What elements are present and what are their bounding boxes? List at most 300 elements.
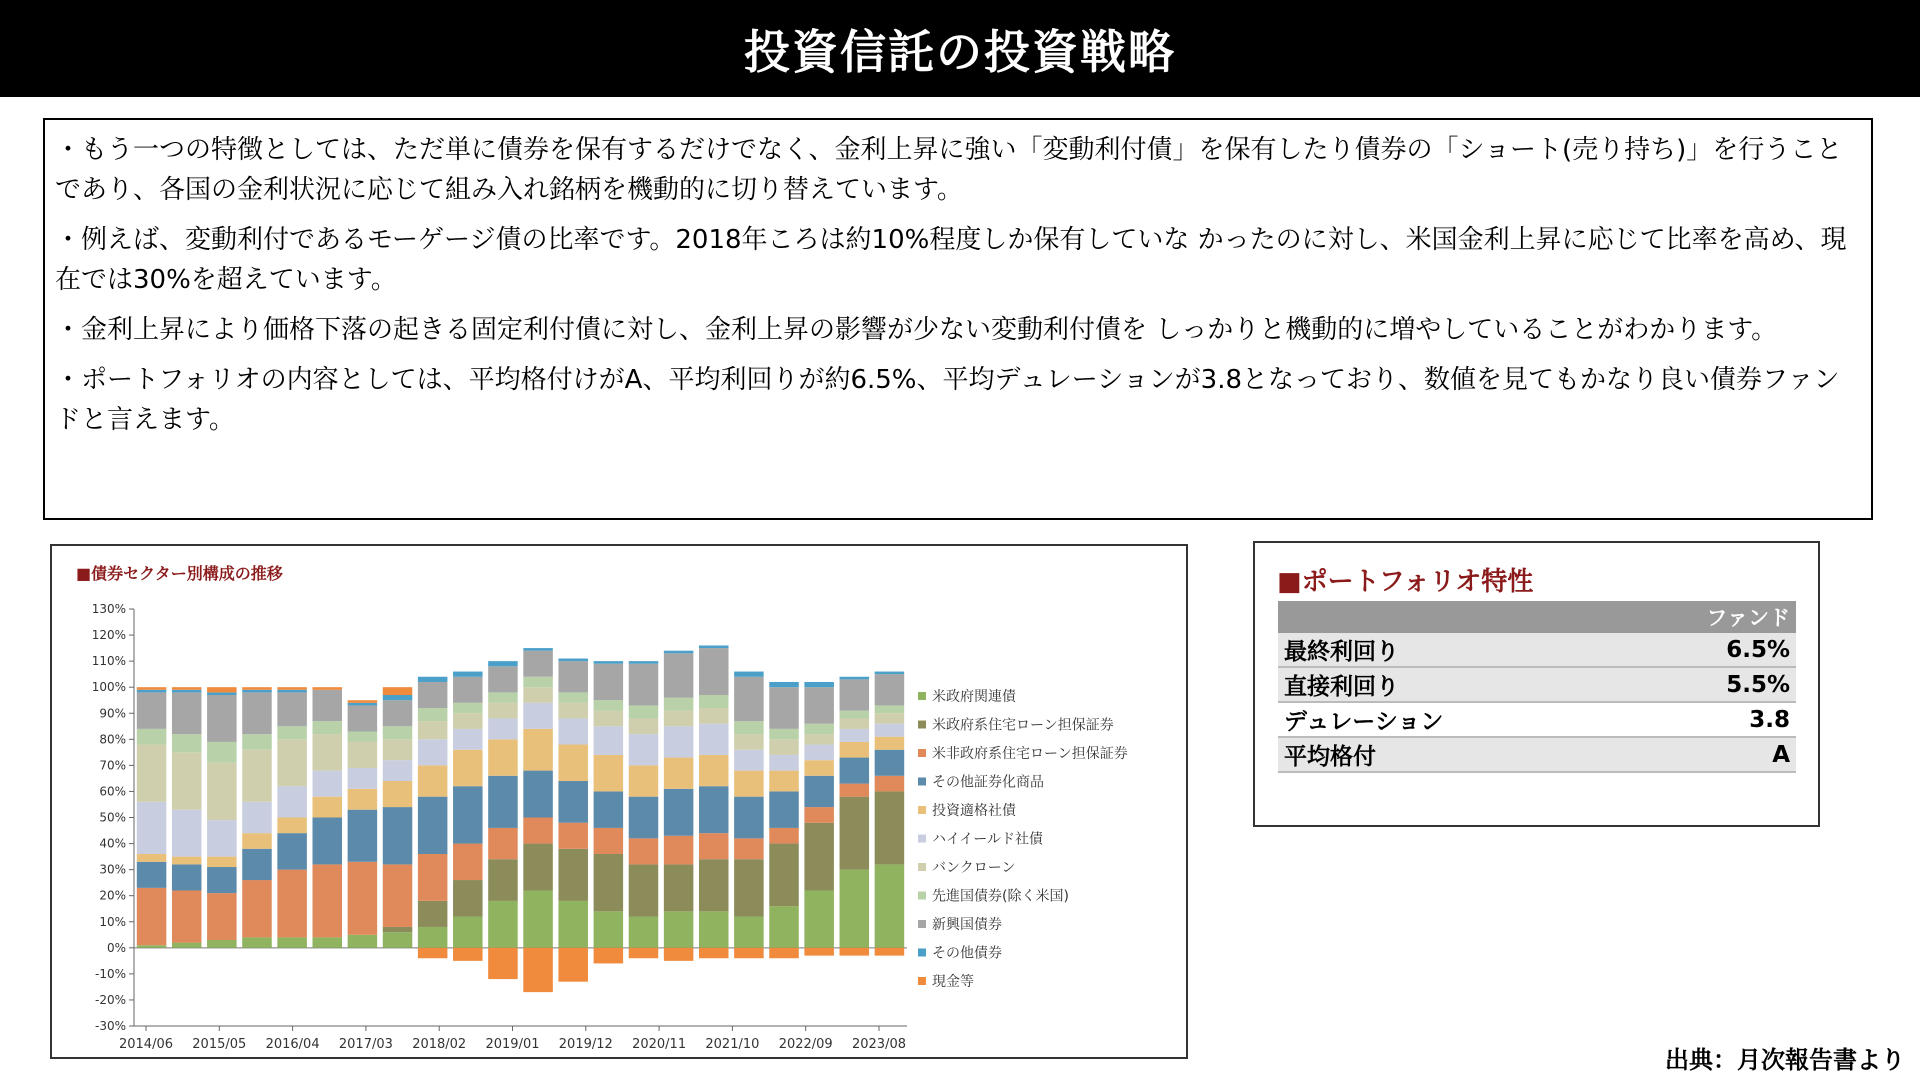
bar-segment bbox=[875, 705, 905, 713]
bar-segment bbox=[734, 677, 764, 721]
bar-segment bbox=[629, 948, 659, 958]
bar-segment bbox=[523, 687, 553, 703]
title-bar bbox=[0, 0, 1920, 97]
bar-segment bbox=[383, 932, 413, 948]
x-tick-label: 2021/10 bbox=[705, 1037, 760, 1052]
legend-swatch bbox=[918, 692, 926, 700]
bar-segment bbox=[804, 807, 834, 823]
sector-chart bbox=[52, 546, 1186, 1057]
bar-segment bbox=[242, 750, 272, 802]
bar-segment bbox=[804, 823, 834, 891]
bar-segment bbox=[523, 844, 553, 891]
bar-segment bbox=[664, 726, 694, 757]
bar-segment bbox=[664, 653, 694, 697]
chart-title: ■債券セクター別構成の推移 bbox=[76, 564, 283, 583]
row-label: デュレーション bbox=[1278, 702, 1637, 737]
bar-segment bbox=[804, 760, 834, 776]
bar-segment bbox=[172, 943, 202, 948]
bar-segment bbox=[348, 731, 378, 741]
bar-segment bbox=[699, 708, 729, 724]
bar-segment bbox=[383, 695, 413, 700]
bar-segment bbox=[383, 760, 413, 781]
sector-chart-panel bbox=[50, 544, 1188, 1059]
bar-segment bbox=[172, 864, 202, 890]
bar-segment bbox=[875, 750, 905, 776]
bar-segment bbox=[207, 763, 237, 820]
bar-segment bbox=[207, 692, 237, 695]
bar-segment bbox=[137, 888, 167, 945]
legend-label: 投資適格社債 bbox=[932, 803, 1016, 819]
table-row bbox=[1278, 737, 1796, 772]
bar-segment bbox=[137, 854, 167, 862]
bar-segment bbox=[594, 828, 624, 854]
legend-swatch bbox=[918, 806, 926, 814]
x-tick-label: 2019/12 bbox=[558, 1037, 613, 1052]
legend-swatch bbox=[918, 778, 926, 786]
bar-segment bbox=[734, 859, 764, 916]
bar-segment bbox=[312, 690, 342, 721]
bar-segment bbox=[523, 771, 553, 818]
bar-segment bbox=[875, 948, 905, 956]
legend-swatch bbox=[918, 863, 926, 871]
legend-label: 現金等 bbox=[932, 974, 974, 990]
bar-segment bbox=[418, 677, 448, 682]
bar-segment bbox=[664, 711, 694, 727]
portfolio-table bbox=[1278, 601, 1796, 773]
portfolio-header-row bbox=[1278, 601, 1796, 633]
legend-label: その他証券化商品 bbox=[932, 774, 1044, 791]
row-value: 5.5% bbox=[1637, 667, 1796, 702]
bar-segment bbox=[242, 880, 272, 937]
bar-segment bbox=[207, 742, 237, 763]
bar-segment bbox=[277, 692, 307, 726]
y-tick-label: 70% bbox=[99, 758, 126, 773]
bar-segment bbox=[594, 726, 624, 755]
bar-segment bbox=[875, 674, 905, 705]
table-row bbox=[1278, 633, 1796, 667]
bar-segment bbox=[523, 677, 553, 687]
bar-segment bbox=[172, 890, 202, 942]
bar-segment bbox=[558, 692, 588, 702]
bar-segment bbox=[348, 700, 378, 703]
bar-segment bbox=[699, 695, 729, 708]
bar-segment bbox=[840, 718, 870, 728]
y-tick-label: 120% bbox=[91, 628, 126, 643]
bar-segment bbox=[312, 937, 342, 947]
bar-segment bbox=[312, 864, 342, 937]
bar-segment bbox=[418, 901, 448, 927]
bar-segment bbox=[383, 927, 413, 932]
bar-segment bbox=[804, 682, 834, 687]
bar-segment bbox=[699, 648, 729, 695]
bar-segment bbox=[172, 687, 202, 690]
bar-segment bbox=[172, 810, 202, 857]
x-tick-label: 2015/05 bbox=[192, 1037, 247, 1052]
bar-segment bbox=[488, 776, 518, 828]
bar-segment bbox=[488, 661, 518, 666]
bar-segment bbox=[312, 797, 342, 818]
bar-segment bbox=[383, 864, 413, 927]
y-tick-label: 40% bbox=[99, 836, 126, 851]
bar-segment bbox=[348, 742, 378, 768]
bar-segment bbox=[523, 703, 553, 729]
bar-segment bbox=[875, 791, 905, 864]
bar-segment bbox=[348, 705, 378, 731]
y-tick-label: 130% bbox=[91, 602, 126, 616]
bar-segment bbox=[734, 750, 764, 771]
bar-segment bbox=[383, 726, 413, 739]
bar-segment bbox=[523, 729, 553, 771]
x-tick-label: 2018/02 bbox=[412, 1037, 467, 1052]
bar-segment bbox=[558, 823, 588, 849]
bar-segment bbox=[418, 854, 448, 901]
bar-segment bbox=[523, 818, 553, 844]
y-tick-label: -10% bbox=[94, 966, 126, 981]
bar-segment bbox=[207, 820, 237, 856]
bar-segment bbox=[488, 666, 518, 692]
bar-segment bbox=[312, 687, 342, 690]
legend-label: 米政府系住宅ローン担保証券 bbox=[932, 717, 1114, 734]
portfolio-panel bbox=[1253, 541, 1820, 827]
bar-segment bbox=[804, 687, 834, 723]
bar-segment bbox=[629, 661, 659, 664]
bar-segment bbox=[453, 880, 483, 916]
bar-segment bbox=[137, 802, 167, 854]
y-tick-label: 50% bbox=[99, 810, 126, 825]
bar-segment bbox=[453, 677, 483, 703]
bar-segment bbox=[734, 948, 764, 958]
explanation-box bbox=[43, 118, 1873, 520]
bar-segment bbox=[383, 700, 413, 726]
bar-segment bbox=[172, 752, 202, 809]
y-tick-label: 0% bbox=[106, 940, 126, 955]
bar-segment bbox=[453, 729, 483, 750]
bar-segment bbox=[734, 797, 764, 839]
bar-segment bbox=[172, 857, 202, 865]
bar-segment bbox=[769, 682, 799, 687]
bar-segment bbox=[137, 945, 167, 948]
bar-segment bbox=[277, 833, 307, 869]
bar-segment bbox=[348, 703, 378, 706]
bar-segment bbox=[629, 838, 659, 864]
bar-segment bbox=[453, 948, 483, 961]
bar-segment bbox=[840, 870, 870, 948]
bar-segment bbox=[629, 718, 659, 734]
bar-segment bbox=[488, 901, 518, 948]
bar-segment bbox=[558, 661, 588, 692]
legend-label: 新興国債券 bbox=[932, 917, 1002, 933]
bar-segment bbox=[875, 864, 905, 947]
bar-segment bbox=[418, 797, 448, 854]
y-tick-label: 60% bbox=[99, 784, 126, 799]
bar-segment bbox=[629, 864, 659, 916]
bar-segment bbox=[840, 711, 870, 719]
bar-segment bbox=[840, 742, 870, 758]
bar-segment bbox=[875, 737, 905, 750]
bar-segment bbox=[277, 786, 307, 817]
row-value: 3.8 bbox=[1637, 702, 1796, 737]
bar-segment bbox=[418, 708, 448, 721]
bar-segment bbox=[242, 937, 272, 947]
bar-segment bbox=[840, 677, 870, 680]
bar-segment bbox=[840, 729, 870, 742]
bar-segment bbox=[312, 818, 342, 865]
bar-segment bbox=[769, 828, 799, 844]
bar-segment bbox=[734, 917, 764, 948]
y-tick-label: 100% bbox=[91, 680, 126, 695]
bar-segment bbox=[453, 703, 483, 713]
bar-segment bbox=[207, 867, 237, 893]
bar-segment bbox=[594, 711, 624, 727]
bar-segment bbox=[488, 692, 518, 702]
row-value: 6.5% bbox=[1637, 633, 1796, 667]
bar-segment bbox=[242, 849, 272, 880]
bar-segment bbox=[523, 890, 553, 947]
bar-segment bbox=[453, 844, 483, 880]
bar-segment bbox=[558, 948, 588, 982]
bar-segment bbox=[277, 726, 307, 739]
bar-segment bbox=[875, 713, 905, 723]
bar-segment bbox=[277, 818, 307, 834]
x-tick-label: 2014/06 bbox=[118, 1037, 174, 1052]
bar-segment bbox=[488, 718, 518, 739]
x-tick-label: 2020/11 bbox=[632, 1037, 687, 1052]
bar-segment bbox=[418, 739, 448, 765]
x-tick-label: 2017/03 bbox=[338, 1037, 393, 1052]
bar-segment bbox=[242, 692, 272, 734]
bar-segment bbox=[594, 911, 624, 947]
bar-segment bbox=[769, 844, 799, 907]
bar-segment bbox=[734, 734, 764, 750]
bar-segment bbox=[699, 948, 729, 958]
bar-segment bbox=[172, 690, 202, 693]
bar-segment bbox=[418, 765, 448, 796]
bar-segment bbox=[242, 690, 272, 693]
bar-segment bbox=[137, 690, 167, 693]
bar-segment bbox=[840, 679, 870, 710]
bar-segment bbox=[277, 937, 307, 947]
bar-segment bbox=[664, 789, 694, 836]
bar-segment bbox=[804, 776, 834, 807]
row-value: A bbox=[1637, 737, 1796, 772]
bar-segment bbox=[137, 729, 167, 745]
bar-segment bbox=[769, 729, 799, 739]
bar-segment bbox=[734, 838, 764, 859]
bar-segment bbox=[629, 705, 659, 718]
legend-label: 米政府関連債 bbox=[932, 689, 1016, 705]
bar-segment bbox=[594, 791, 624, 827]
bar-segment bbox=[348, 789, 378, 810]
bar-segment bbox=[734, 721, 764, 734]
bar-segment bbox=[594, 700, 624, 710]
bar-segment bbox=[348, 810, 378, 862]
bar-segment bbox=[840, 758, 870, 784]
y-tick-label: 20% bbox=[99, 888, 126, 903]
bar-segment bbox=[875, 724, 905, 737]
bar-segment bbox=[137, 862, 167, 888]
legend-swatch bbox=[918, 920, 926, 928]
bar-segment bbox=[699, 911, 729, 947]
bar-segment bbox=[242, 734, 272, 750]
bar-segment bbox=[558, 718, 588, 744]
bar-segment bbox=[242, 802, 272, 833]
y-tick-label: 90% bbox=[99, 706, 126, 721]
bar-segment bbox=[207, 695, 237, 742]
bar-segment bbox=[453, 786, 483, 843]
bar-segment bbox=[523, 948, 553, 992]
row-label: 平均格付 bbox=[1278, 737, 1637, 772]
y-tick-label: 80% bbox=[99, 732, 126, 747]
y-tick-label: -20% bbox=[94, 992, 126, 1007]
portfolio-header: ファンド bbox=[1278, 601, 1796, 633]
bar-segment bbox=[312, 734, 342, 770]
bar-segment bbox=[558, 745, 588, 781]
row-label: 直接利回り bbox=[1278, 667, 1637, 702]
table-row bbox=[1278, 667, 1796, 702]
legend-swatch bbox=[918, 721, 926, 729]
bar-segment bbox=[664, 911, 694, 947]
bar-segment bbox=[664, 698, 694, 711]
bar-segment bbox=[277, 690, 307, 693]
bar-segment bbox=[277, 870, 307, 938]
x-tick-label: 2023/08 bbox=[851, 1037, 907, 1052]
bar-segment bbox=[558, 849, 588, 901]
bar-segment bbox=[172, 734, 202, 752]
bar-segment bbox=[488, 828, 518, 859]
bar-segment bbox=[207, 687, 237, 692]
bar-segment bbox=[629, 765, 659, 796]
bar-segment bbox=[418, 682, 448, 708]
legend-label: ハイイールド社債 bbox=[932, 831, 1044, 848]
bar-segment bbox=[488, 948, 518, 979]
bar-segment bbox=[558, 703, 588, 719]
x-tick-label: 2016/04 bbox=[265, 1037, 320, 1052]
legend-label: バンクローン bbox=[932, 860, 1016, 876]
bar-segment bbox=[769, 791, 799, 827]
bar-segment bbox=[875, 776, 905, 792]
bar-segment bbox=[488, 703, 518, 719]
y-tick-label: 10% bbox=[99, 914, 126, 929]
bar-segment bbox=[769, 739, 799, 755]
bar-segment bbox=[840, 797, 870, 870]
bar-segment bbox=[804, 948, 834, 956]
table-row bbox=[1278, 702, 1796, 737]
bar-segment bbox=[769, 948, 799, 958]
bar-segment bbox=[488, 739, 518, 775]
x-tick-label: 2022/09 bbox=[778, 1037, 833, 1052]
bar-segment bbox=[348, 768, 378, 789]
legend-swatch bbox=[918, 949, 926, 957]
y-tick-label: -30% bbox=[94, 1019, 126, 1033]
bar-segment bbox=[348, 935, 378, 948]
paragraph-4: ・ポートフォリオの内容としては、平均格付けがA、平均利回りが約6.5%、平均デュレーションが3.8となっており、数値を見てもかなり良い債券ファンドと言えます。 bbox=[55, 365, 1840, 435]
bar-segment bbox=[277, 687, 307, 690]
bar-segment bbox=[207, 940, 237, 948]
bar-segment bbox=[699, 724, 729, 755]
page-title: 投資信託の投資戦略 bbox=[744, 24, 1176, 79]
legend-label: その他債券 bbox=[932, 945, 1002, 962]
paragraph-2: ・例えば、変動利付であるモーゲージ債の比率です。2018年ころは約10%程度しか保有していな かったのに対し、米国金利上昇に応じて比率を高め、現在では30%を超えています。 bbox=[55, 225, 1847, 295]
bar-segment bbox=[804, 745, 834, 761]
bar-segment bbox=[594, 854, 624, 911]
bar-segment bbox=[734, 771, 764, 797]
bar-segment bbox=[312, 771, 342, 797]
bar-segment bbox=[383, 687, 413, 695]
bar-segment bbox=[699, 833, 729, 859]
bar-segment bbox=[804, 724, 834, 734]
bar-segment bbox=[734, 672, 764, 677]
bar-segment bbox=[875, 672, 905, 675]
bar-segment bbox=[312, 721, 342, 734]
legend-swatch bbox=[918, 749, 926, 757]
bar-segment bbox=[453, 713, 483, 729]
legend-swatch bbox=[918, 892, 926, 900]
bar-segment bbox=[558, 781, 588, 823]
x-tick-label: 2019/01 bbox=[485, 1037, 540, 1052]
row-label: 最終利回り bbox=[1278, 633, 1637, 667]
bar-segment bbox=[277, 739, 307, 786]
bar-segment bbox=[242, 687, 272, 690]
bar-segment bbox=[769, 771, 799, 792]
bar-segment bbox=[664, 836, 694, 865]
bar-segment bbox=[453, 750, 483, 786]
bar-segment bbox=[383, 781, 413, 807]
y-tick-label: 110% bbox=[91, 654, 126, 669]
bar-segment bbox=[594, 755, 624, 791]
bar-segment bbox=[664, 948, 694, 961]
legend-label: 米非政府系住宅ローン担保証券 bbox=[932, 746, 1128, 762]
bar-segment bbox=[769, 755, 799, 771]
bar-segment bbox=[594, 664, 624, 700]
legend-label: 先進国債券(除く米国) bbox=[932, 888, 1069, 905]
bar-segment bbox=[558, 659, 588, 662]
bar-segment bbox=[242, 833, 272, 849]
source-note: 出典：月次報告書より bbox=[1665, 1046, 1905, 1074]
bar-segment bbox=[699, 645, 729, 648]
bar-segment bbox=[664, 864, 694, 911]
bar-segment bbox=[558, 901, 588, 948]
bar-segment bbox=[418, 721, 448, 739]
paragraph-1: ・もう一つの特徴としては、ただ単に債券を保有するだけでなく、金利上昇に強い「変動利付債」を保有したり債券の「ショート(売り持ち)」を行うことであり、各国の金利状況に応じて組み入れ銘柄を機動的に切り替えています。 bbox=[55, 135, 1843, 205]
bar-segment bbox=[488, 859, 518, 901]
bar-segment bbox=[664, 758, 694, 789]
bar-segment bbox=[453, 672, 483, 677]
bar-segment bbox=[207, 893, 237, 940]
portfolio-title: ■ポートフォリオ特性 bbox=[1277, 567, 1534, 597]
bar-segment bbox=[418, 948, 448, 958]
bar-segment bbox=[699, 755, 729, 786]
bar-segment bbox=[629, 917, 659, 948]
legend-swatch bbox=[918, 977, 926, 985]
bar-segment bbox=[629, 734, 659, 765]
bar-segment bbox=[172, 692, 202, 734]
bar-segment bbox=[453, 917, 483, 948]
bar-segment bbox=[523, 651, 553, 677]
legend-swatch bbox=[918, 835, 926, 843]
bar-segment bbox=[804, 890, 834, 947]
bar-segment bbox=[664, 651, 694, 654]
bar-segment bbox=[629, 797, 659, 839]
bar-segment bbox=[629, 664, 659, 706]
bar-segment bbox=[699, 859, 729, 911]
bar-segment bbox=[207, 857, 237, 867]
bar-segment bbox=[137, 745, 167, 802]
paragraph-3: ・金利上昇により価格下落の起きる固定利付債に対し、金利上昇の影響が少ない変動利付債を しっかりと機動的に増やしていることがわかります。 bbox=[55, 315, 1778, 345]
bar-segment bbox=[594, 661, 624, 664]
bar-segment bbox=[137, 692, 167, 728]
bar-segment bbox=[594, 948, 624, 964]
bar-segment bbox=[383, 739, 413, 760]
